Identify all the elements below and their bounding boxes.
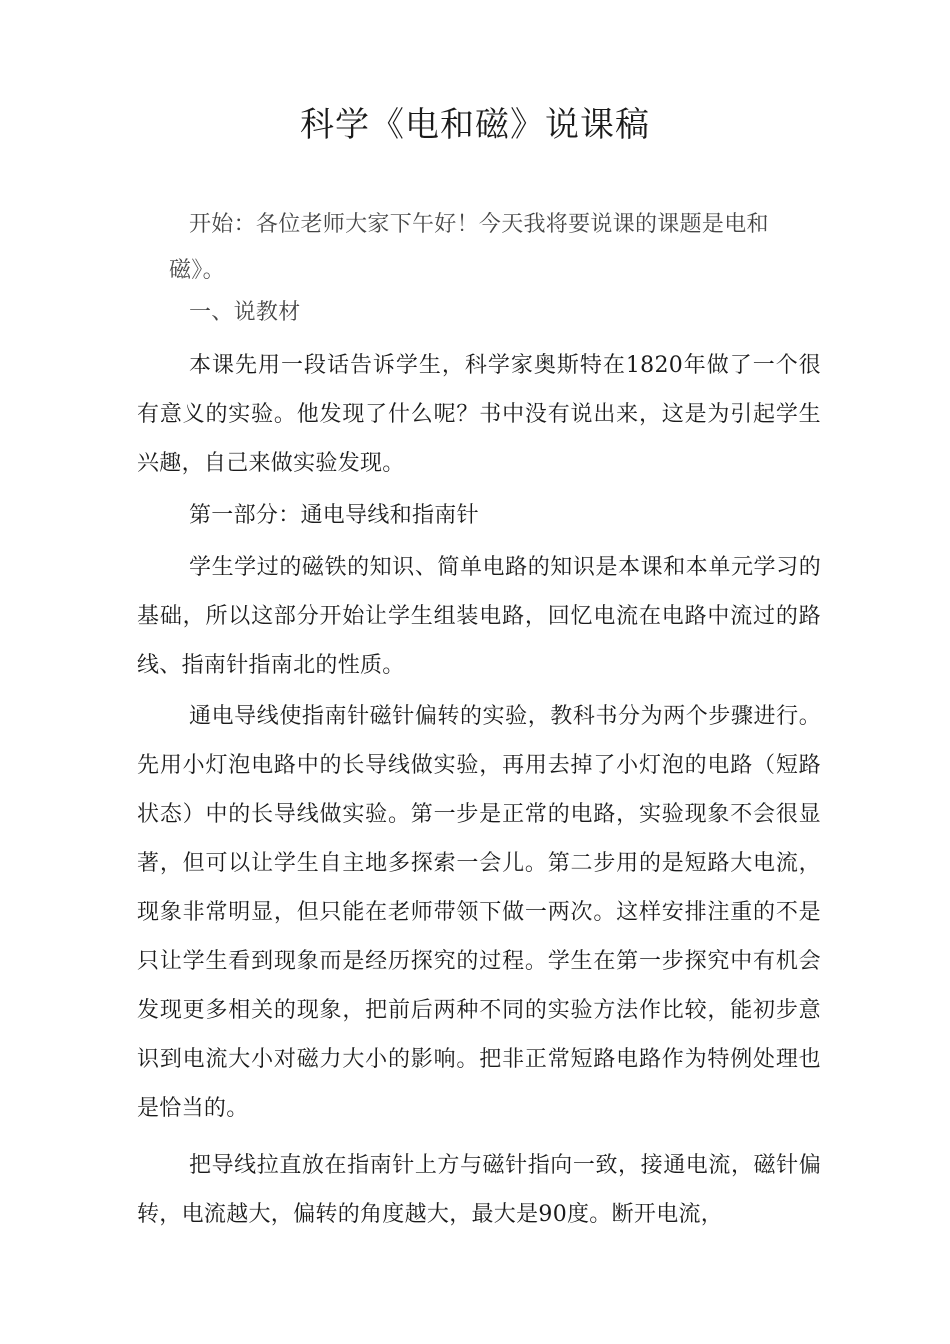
opening-paragraph <box>137 202 821 294</box>
paragraph-2: 学生学过的磁铁的知识、简单电路的知识是本课和本单元学习的基础，所以这部分开始让学生组装电路，回忆电流在电路中流过的路线、指南针指南北的性质。 <box>137 555 821 678</box>
paragraph-4: 把导线拉直放在指南针上方与磁针指向一致，接通电流，磁针偏转，电流越大，偏转的角度越大，最大是90度。断开电流， <box>137 1153 821 1227</box>
opening-line-1: 开始：各位老师大家下午好！今天我将要说课的课题是电和 <box>189 212 769 237</box>
paragraph-1: 本课先用一段话告诉学生，科学家奥斯特在1820年做了一个很有意义的实验。他发现了什么呢？书中没有说出来，这是为引起学生兴趣，自己来做实验发现。 <box>137 353 821 476</box>
part-1-heading: 第一部分：通电导线和指南针 <box>189 503 479 528</box>
paragraph-3: 通电导线使指南针磁针偏转的实验，教科书分为两个步骤进行。先用小灯泡电路中的长导线做实验，再用去掉了小灯泡的电路（短路状态）中的长导线做实验。第一步是正常的电路，实验现象不会很显著，但可以让学生自主地多探索一会儿。第二步用的是短路大电流，现象非常明显，但只能在老师带领下做一两次。这样安排注重的不是只让学生看到现象而是经历探究的过程。学生在第一步探究中有机会发现更多相关的现象，把前后两种不同的实验方法作比较，能初步意识到电流大小对磁力大小的影响。把非正常短路电路作为特例处理也是恰当的。 <box>137 704 821 1121</box>
opening-line-2: 磁》。 <box>169 258 225 283</box>
document-title: 科学《电和磁》说课稿 <box>300 105 650 145</box>
section-heading: 一、说教材 <box>189 300 301 325</box>
